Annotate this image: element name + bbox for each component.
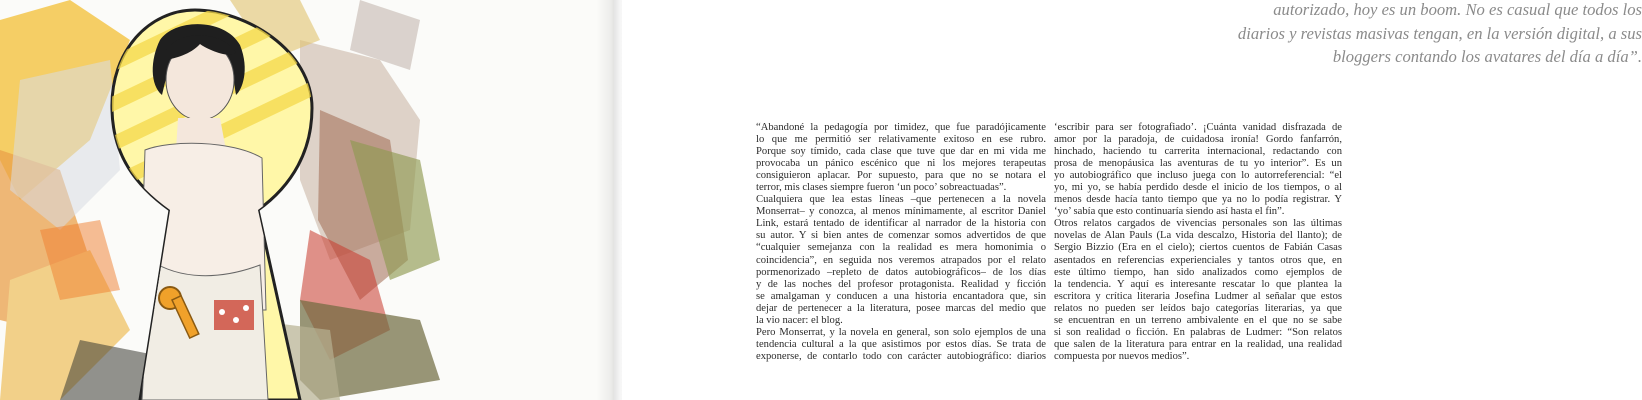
text-line: hinchado, haciendo tu carrerita internacional, redactando con xyxy=(1054,146,1342,158)
text-line: “Abandoné la pedagogía por timidez, que fue paradójicamente xyxy=(756,122,1046,133)
left-page xyxy=(0,0,614,400)
text-line: yo autobiográfico que incluso juega con lo autorreferencial: “el xyxy=(1054,170,1342,182)
text-line: y de las noches del profesor protagonista. Realidad y ficción xyxy=(756,278,1046,290)
pull-quote xyxy=(922,0,1642,69)
text-line: ‘yo’ sabía que esto continuaría siendo así hasta el fin”. xyxy=(1054,206,1285,218)
text-line: yo, mi yo, se había perdido desde el inicio de los tiempos, o al xyxy=(1054,182,1342,194)
text-line: exponerse, de contarlo todo con carácter autobiográfico: diarios xyxy=(756,350,1046,362)
text-line: Cualquiera que lea estas líneas –que pertenecen a la novela xyxy=(756,194,1046,206)
body-column-left xyxy=(756,122,1046,363)
text-line: escritora y crítica literaria Josefina Ludmer al señalar que estos xyxy=(1054,290,1342,302)
text-line: consiguieron aplacar. Por supuesto, para que no se notara el xyxy=(756,170,1046,182)
text-line: novelas de Alan Pauls (La vida descalzo, Historia del llanto); de xyxy=(1054,230,1342,242)
text-line: su autor. Y si bien antes de comenzar somos advertidos de que xyxy=(756,230,1046,242)
text-line: que salen de la literatura para entrar en la realidad, una realidad xyxy=(1054,338,1342,350)
text-line: lo que me permitió ser relativamente exitoso en ese rubro. xyxy=(756,134,1046,146)
keyhole-illustration xyxy=(0,0,614,400)
text-line: si son realidad o ficción. En palabras de Ludmer: “Son relatos xyxy=(1054,326,1342,338)
text-line: asentados en referencias experienciales y tantos otros que, en xyxy=(1054,254,1342,266)
text-line: este último tiempo, han sido analizados como ejemplos de xyxy=(1054,266,1342,278)
text-line: se amalgaman y conducen a una historia encantadora que, sin xyxy=(756,290,1046,302)
pull-quote-line: diarios y revistas masivas tengan, en la versión digital, a sus xyxy=(1237,23,1642,43)
text-line: relatos no pueden ser leídos bajo categorías literarias, ya que xyxy=(1054,302,1342,314)
text-line: prosa de menopáusica las aventuras de tu yo interior”. Es un xyxy=(1054,158,1342,170)
text-line: la vio nacer: el blog. xyxy=(756,314,843,326)
text-line: Pero Monserrat, y la novela en general, son solo ejemplos de una xyxy=(756,326,1046,338)
text-line: Link, estará tentado de identificar al narrador de la historia con xyxy=(756,218,1046,230)
text-line: coincidencia”, en seguida nos veremos atrapados por el relato xyxy=(756,254,1046,266)
right-page xyxy=(622,0,1642,400)
text-line: Monserrat– y conozca, al menos mínimamente, al escritor Daniel xyxy=(756,206,1046,218)
pull-quote-line: autorizado, hoy es un boom. No es casual que todos los xyxy=(1273,0,1642,19)
text-line: dejar de pertenecer a la literatura, posee marcas del medio que xyxy=(756,302,1046,314)
text-line: “cualquier semejanza con la realidad es mera homonimia o xyxy=(756,242,1046,254)
text-line: se encuentran en un terreno ambivalente en el que no se sabe xyxy=(1054,314,1342,326)
text-line: Otros relatos cargados de vivencias personales son las últimas xyxy=(1054,218,1342,230)
text-line: amor por la paradoja, de cuidadosa ironía! Gordo fanfarrón, xyxy=(1054,134,1342,146)
text-line: compuesta por nuevos medios”. xyxy=(1054,350,1190,362)
pull-quote-line: bloggers contando los avatares del día a día”. xyxy=(1332,47,1642,66)
text-line: Sergio Bizzio (Era en el cielo); ciertos cuentos de Fabián Casas xyxy=(1054,242,1342,254)
text-line: provocaba un pánico escénico que ni los mejores terapeutas xyxy=(756,158,1046,170)
body-column-right xyxy=(1054,122,1342,363)
text-line: menos desde hacía tanto tiempo que ya no lo podía registrar. Y xyxy=(1054,194,1342,206)
text-line: terror, mis clases siempre fueron ‘un poco’ sobreactuadas”. xyxy=(756,182,1007,194)
text-line: pormenorizado –repleto de datos autobiográficos– de los días xyxy=(756,266,1046,278)
text-line: Porque soy tímido, cada clase que tuve que dar en mi vida me xyxy=(756,146,1046,158)
text-line: la tendencia. Y aquí es interesante rescatar lo que plantea la xyxy=(1054,278,1342,290)
text-line: tendencia cultural a la que asistimos por estos días. Se trata de xyxy=(756,338,1046,350)
text-line: ‘escribir para ser fotografiado’. ¡Cuánta vanidad disfrazada de xyxy=(1054,122,1342,133)
